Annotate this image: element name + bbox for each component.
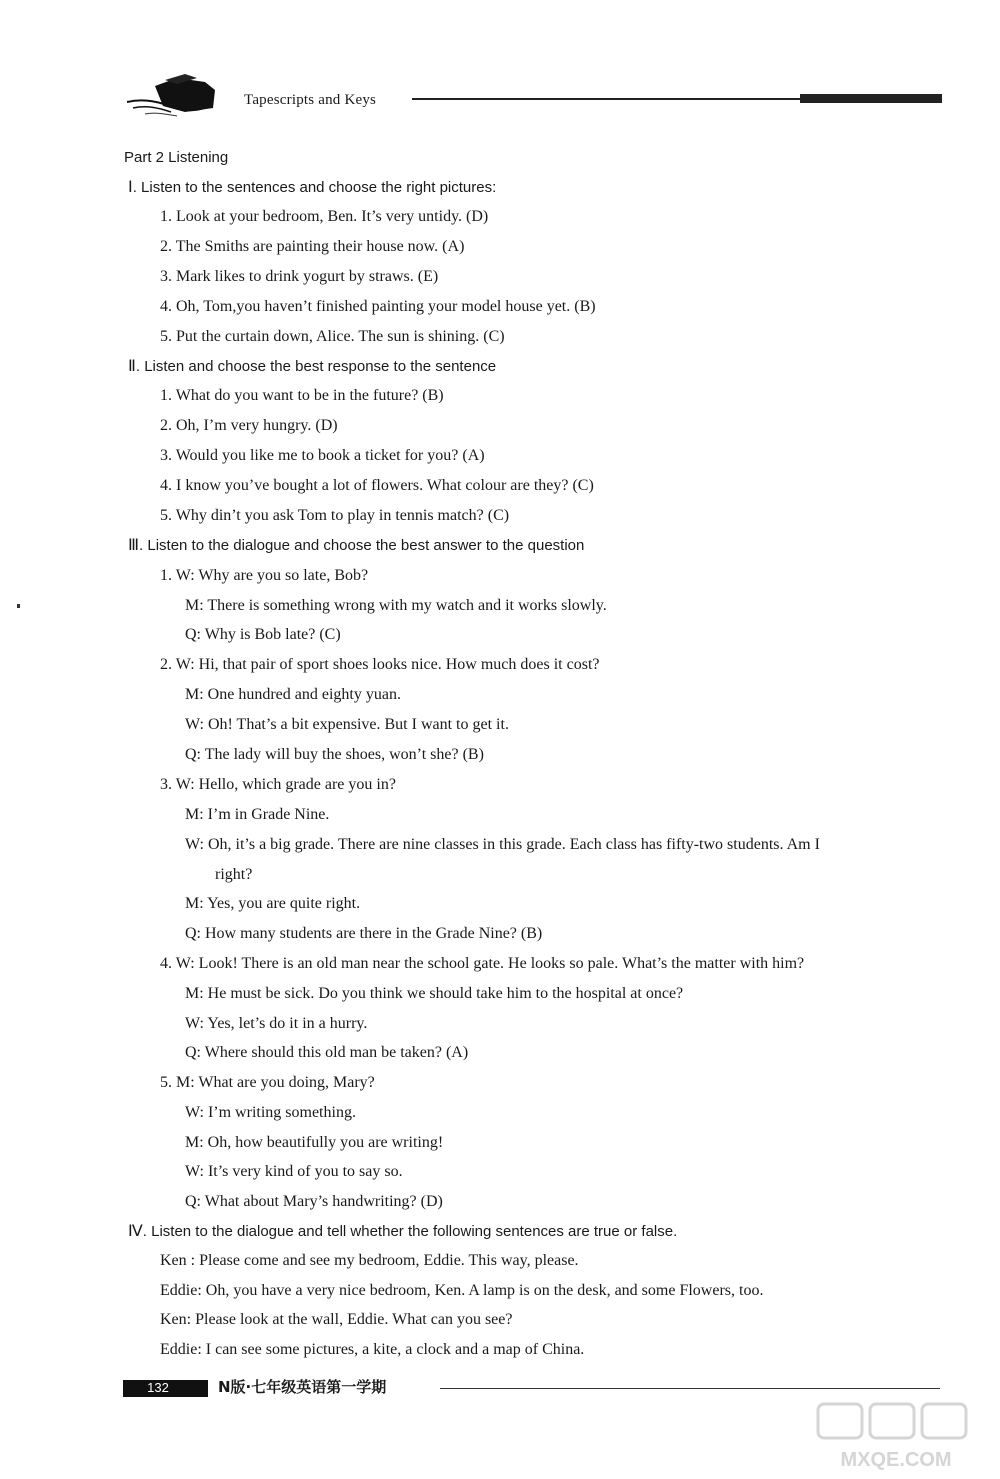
- part-heading: Part 2 Listening: [124, 149, 229, 166]
- header-bar: [800, 94, 942, 103]
- dialogue-line: right?: [215, 866, 253, 883]
- dialogue-line: W: Yes, let’s do it in a hurry.: [185, 1015, 368, 1032]
- dialogue-line: Q: Where should this old man be taken? (A): [185, 1044, 469, 1061]
- section-2-instruction: . Listen and choose the best response to the sentence: [135, 358, 497, 375]
- dialogue-line: Ken: Please look at the wall, Eddie. What can you see?: [160, 1311, 513, 1328]
- list-item: 4. Oh, Tom,you haven’t finished painting your model house yet. (B): [160, 298, 596, 315]
- section-4-heading: [128, 1222, 677, 1242]
- list-item: 2. Oh, I’m very hungry. (D): [160, 417, 338, 434]
- dialogue-line: 2. W: Hi, that pair of sport shoes looks nice. How much does it cost?: [160, 656, 600, 673]
- list-item: 3. Mark likes to drink yogurt by straws. (E): [160, 268, 439, 285]
- list-item: 1. What do you want to be in the future? (B): [160, 387, 444, 404]
- dialogue-line: W: It’s very kind of you to say so.: [185, 1163, 403, 1180]
- section-4-instruction: . Listen to the dialogue and tell whether the following sentences are true or false.: [142, 1223, 678, 1240]
- dialogue-line: Q: The lady will buy the shoes, won’t she? (B): [185, 746, 484, 763]
- dialogue-line: Q: How many students are there in the Grade Nine? (B): [185, 925, 543, 942]
- section-1-heading: [128, 178, 496, 198]
- dialogue-line: 5. M: What are you doing, Mary?: [160, 1074, 375, 1091]
- page-number: 132: [147, 1380, 169, 1395]
- section-3-numeral: Ⅲ: [128, 537, 140, 554]
- section-2-heading: [128, 357, 496, 377]
- dialogue-line: Q: What about Mary’s handwriting? (D): [185, 1193, 443, 1210]
- header-title: Tapescripts and Keys: [244, 92, 377, 108]
- watermark-logo-icon: [808, 1400, 983, 1472]
- section-3-heading: [128, 536, 584, 556]
- dialogue-line: 3. W: Hello, which grade are you in?: [160, 776, 396, 793]
- dialogue-line: M: He must be sick. Do you think we should take him to the hospital at once?: [185, 985, 684, 1002]
- book-title: N版·七年级英语第一学期: [218, 1378, 387, 1396]
- dialogue-line: Eddie: Oh, you have a very nice bedroom, Ken. A lamp is on the desk, and some Flowers, too.: [160, 1282, 764, 1299]
- margin-dot: [17, 604, 20, 608]
- dialogue-line: M: Oh, how beautifully you are writing!: [185, 1134, 444, 1151]
- header-rule: [412, 98, 800, 100]
- list-item: 5. Why din’t you ask Tom to play in tennis match? (C): [160, 507, 510, 524]
- dialogue-line: M: I’m in Grade Nine.: [185, 806, 330, 823]
- list-item: 3. Would you like me to book a ticket for you? (A): [160, 447, 485, 464]
- footer-rule: [440, 1388, 940, 1389]
- section-2-numeral: Ⅱ: [128, 358, 136, 375]
- books-logo-icon: [125, 72, 220, 122]
- dialogue-line: 1. W: Why are you so late, Bob?: [160, 567, 369, 584]
- dialogue-line: 4. W: Look! There is an old man near the school gate. He looks so pale. What’s the matter with him?: [160, 955, 805, 972]
- dialogue-line: W: Oh! That’s a bit expensive. But I want to get it.: [185, 716, 509, 733]
- section-1-numeral: Ⅰ: [128, 179, 133, 196]
- dialogue-line: Q: Why is Bob late? (C): [185, 626, 341, 643]
- section-3-instruction: . Listen to the dialogue and choose the best answer to the question: [139, 537, 585, 554]
- section-4-numeral: Ⅳ: [128, 1223, 143, 1240]
- dialogue-line: W: I’m writing something.: [185, 1104, 356, 1121]
- page-header: [0, 0, 1000, 140]
- dialogue-line: M: One hundred and eighty yuan.: [185, 686, 401, 703]
- list-item: 2. The Smiths are painting their house now. (A): [160, 238, 465, 255]
- section-1-instruction: . Listen to the sentences and choose the right pictures:: [132, 179, 497, 196]
- list-item: 1. Look at your bedroom, Ben. It’s very untidy. (D): [160, 208, 489, 225]
- list-item: 4. I know you’ve bought a lot of flowers. What colour are they? (C): [160, 477, 594, 494]
- dialogue-line: W: Oh, it’s a big grade. There are nine classes in this grade. Each class has fifty-two students. Am I: [185, 836, 820, 853]
- dialogue-line: M: Yes, you are quite right.: [185, 895, 361, 912]
- dialogue-line: M: There is something wrong with my watch and it works slowly.: [185, 597, 607, 614]
- list-item: 5. Put the curtain down, Alice. The sun is shining. (C): [160, 328, 505, 345]
- dialogue-line: Eddie: I can see some pictures, a kite, a clock and a map of China.: [160, 1341, 585, 1358]
- dialogue-line: Ken : Please come and see my bedroom, Eddie. This way, please.: [160, 1252, 579, 1269]
- watermark-text: MXQE.COM: [840, 1449, 952, 1471]
